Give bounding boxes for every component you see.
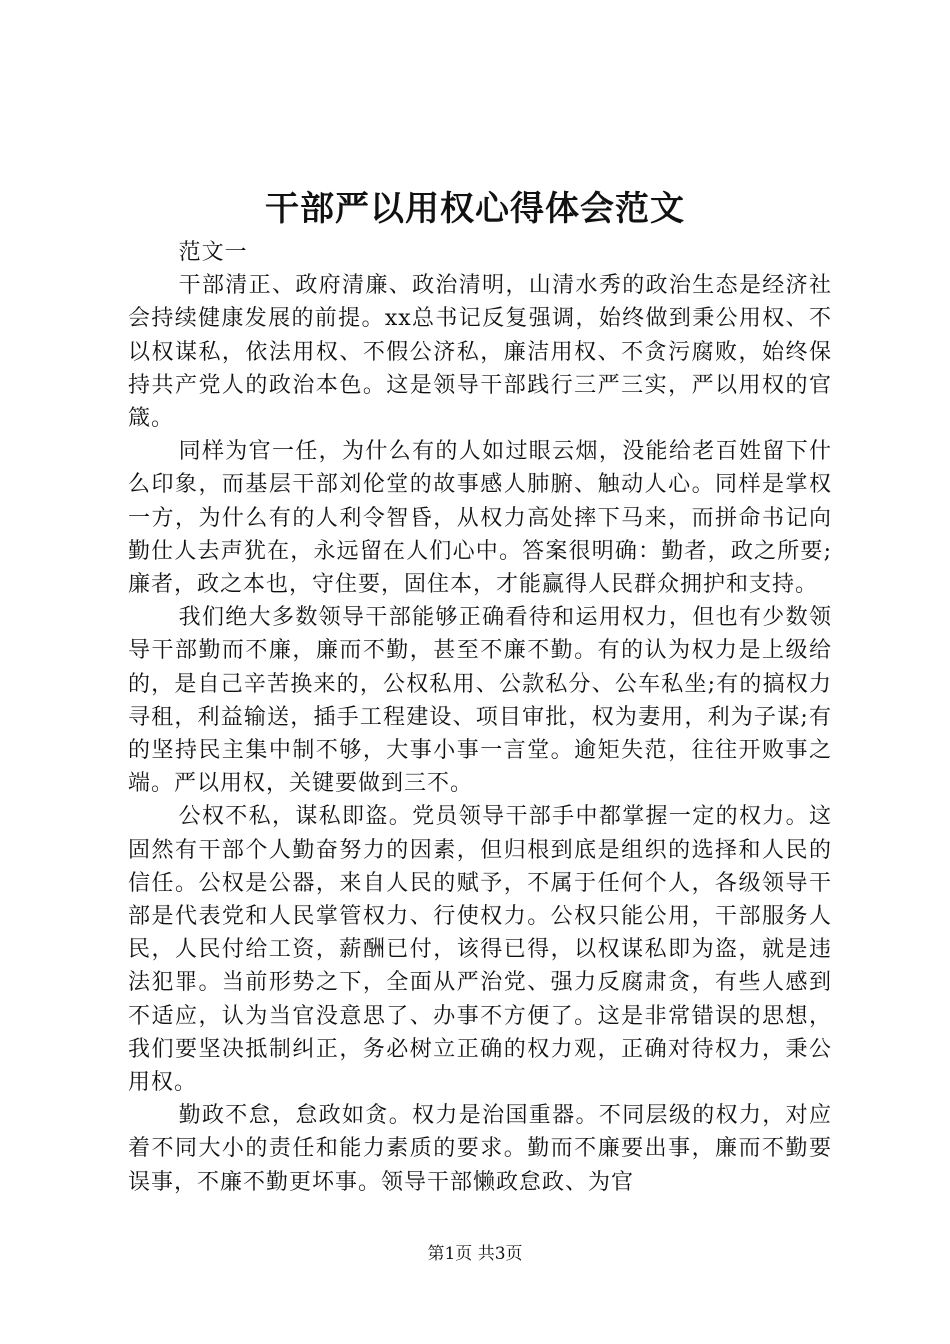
paragraph: 同样为官一任，为什么有的人如过眼云烟，没能给老百姓留下什么印象，而基层干部刘伦堂的故事感人肺腑、触动人心。同样是掌权一方，为什么有的人利令智昏，从权力高处摔下马来，而拼命书记向勤仕人去声犹在，永远留在人们心中。答案很明确：勤者，政之所要;廉者，政之本也，守住要，固住本，才能赢得人民群众拥护和支持。: [128, 439, 832, 598]
page-number-footer: 第1页 共3页: [427, 1244, 523, 1264]
paragraph: 我们绝大多数领导干部能够正确看待和运用权力，但也有少数领导干部勤而不廉，廉而不勤，甚至不廉不勤。有的认为权力是上级给的，是自己辛苦换来的，公权私用、公款私分、公车私坐;有的搞权力寻租，利益输送，插手工程建设、项目审批，权为妻用，利为子谋;有的坚持民主集中制不够，大事小事一言堂。逾矩失范，往往开败事之端。严以用权，关键要做到三不。: [128, 605, 832, 797]
document-body: [128, 236, 832, 1199]
paragraph: 干部清正、政府清廉、政治清明，山清水秀的政治生态是经济社会持续健康发展的前提。xx总书记反复强调，始终做到秉公用权、不以权谋私，依法用权、不假公济私，廉洁用权、不贪污腐败，始终保持共产党人的政治本色。这是领导干部践行三严三实，严以用权的官箴。: [128, 273, 832, 432]
paragraph: 勤政不怠，怠政如贪。权力是治国重器。不同层级的权力，对应着不同大小的责任和能力素质的要求。勤而不廉要出事，廉而不勤要误事，不廉不勤更坏事。领导干部懒政怠政、为官: [128, 1103, 832, 1195]
section-subheading: 范文一: [178, 240, 248, 265]
document-title: 干部严以用权心得体会范文: [265, 189, 685, 229]
paragraph: 公权不私，谋私即盗。党员领导干部手中都掌握一定的权力。这固然有干部个人勤奋努力的因素，但归根到底是组织的选择和人民的信任。公权是公器，来自人民的赋予，不属于任何个人，各级领导干部是代表党和人民掌管权力、行使权力。公权只能公用，干部服务人民，人民付给工资，薪酬已付，该得已得，以权谋私即为盗，就是违法犯罪。当前形势之下，全面从严治党、强力反腐肃贪，有些人感到不适应，认为当官没意思了、办事不方便了。这是非常错误的思想，我们要坚决抵制纠正，务必树立正确的权力观，正确对待权力，秉公用权。: [128, 804, 832, 1096]
